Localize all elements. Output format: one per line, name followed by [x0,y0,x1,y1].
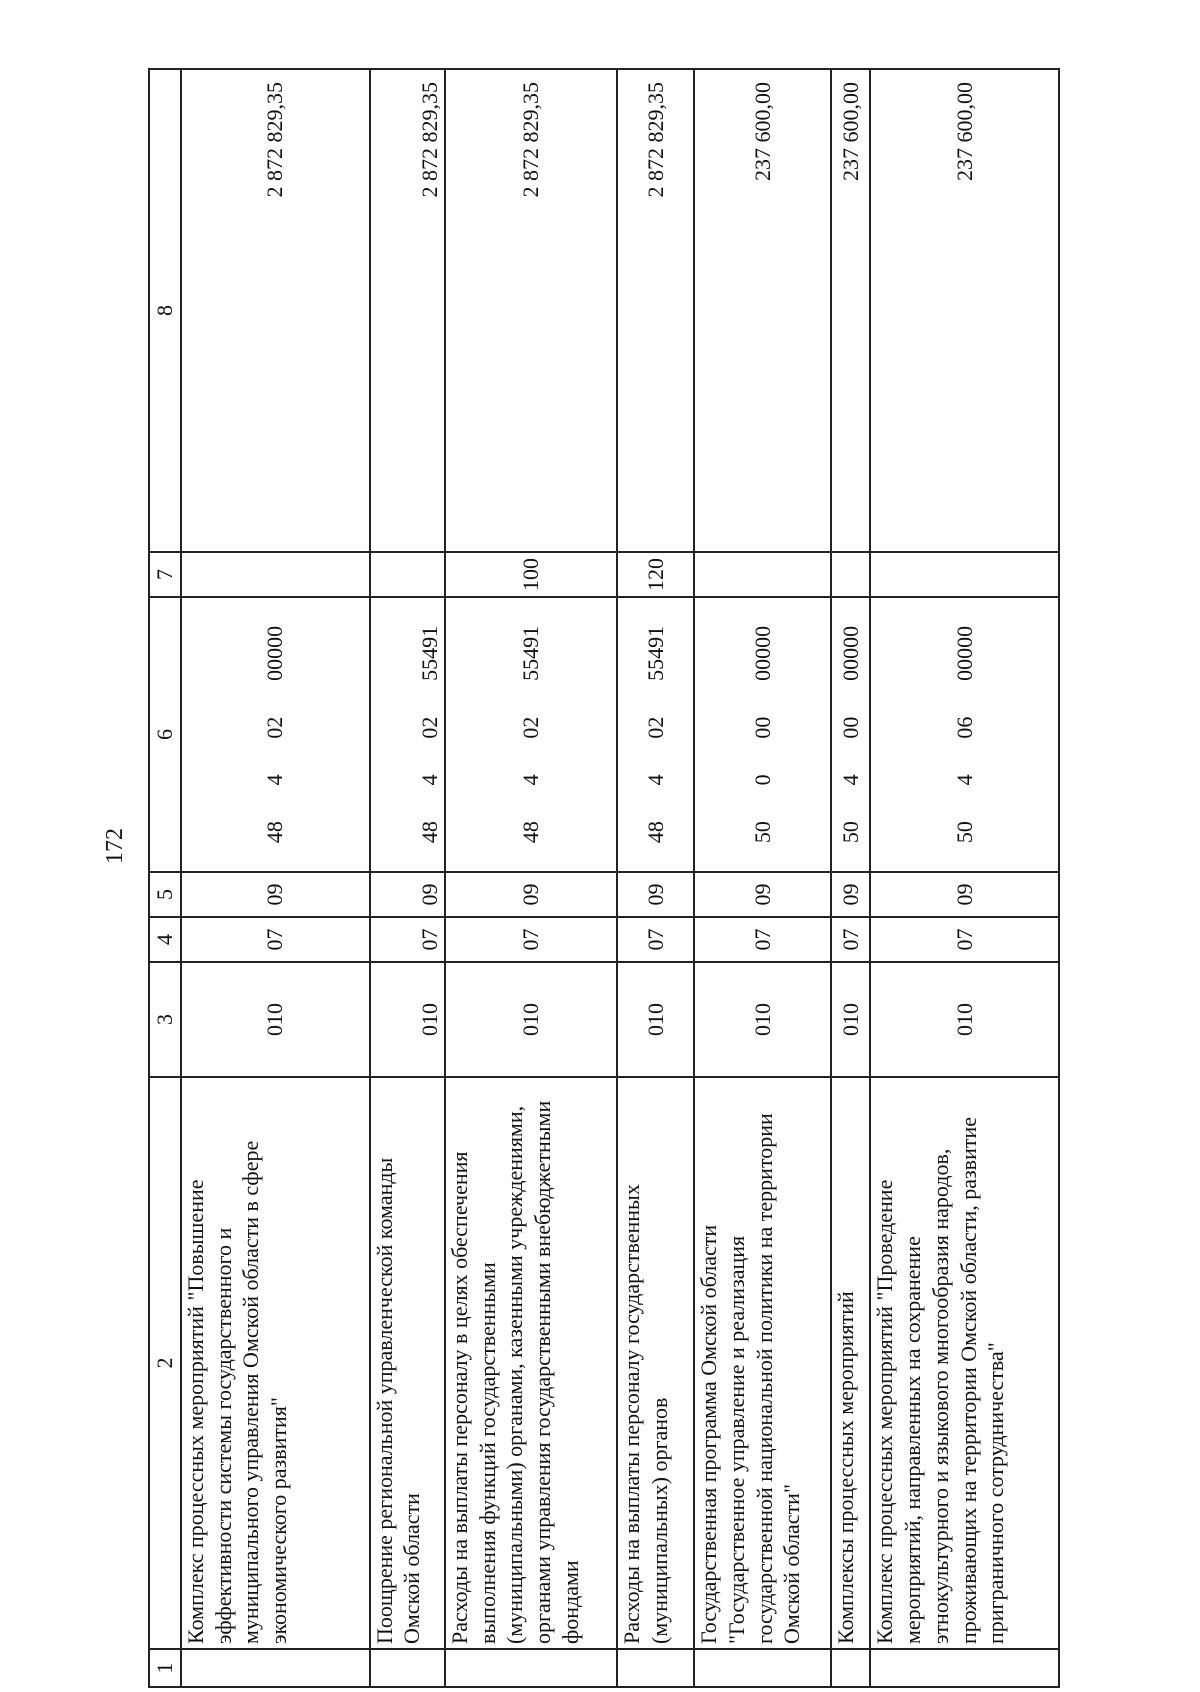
table-row [694,69,831,1687]
cell-name: Комплекс процессных мероприятий "Повышение эффективности системы государственного и муниципального управления Омской области в сфере экономического развития" [181,1077,370,1649]
table-row [181,69,370,1687]
cell-amount: 2 872 829,35 [181,69,370,552]
cell-admin-code: 010 [694,962,831,1077]
cell-expense-type [181,552,370,597]
cell-empty [181,1649,370,1687]
cell-target-code: 48 4 02 00000 [181,597,370,872]
cell-section: 07 [870,917,1059,962]
cell-admin-code: 010 [181,962,370,1077]
cell-target-code: 50 4 00 00000 [831,597,870,872]
cell-name: Поощрение региональной управленческой команды Омской области [370,1077,445,1649]
cell-amount: 237 600,00 [831,69,870,552]
column-header: 5 [149,872,181,917]
cell-target-code: 48 4 02 55491 [370,597,445,872]
cell-expense-type [831,552,870,597]
cell-subsection: 09 [870,872,1059,917]
cell-subsection: 09 [617,872,694,917]
cell-section: 07 [181,917,370,962]
cell-expense-type [370,552,445,597]
cell-expense-type: 100 [445,552,617,597]
column-header: 8 [149,69,181,552]
table-row [870,69,1059,1687]
table-row [831,69,870,1687]
cell-empty [831,1649,870,1687]
cell-name: Комплекс процессных мероприятий "Проведение мероприятий, направленных на сохранение этнокультурного и языкового многообразия народов, проживающих на территории Омской области, развитие приграничного сотрудничества" [870,1077,1059,1649]
cell-subsection: 09 [370,872,445,917]
table-row [617,69,694,1687]
cell-amount: 237 600,00 [694,69,831,552]
cell-subsection: 09 [445,872,617,917]
column-header: 3 [149,962,181,1077]
cell-expense-type: 120 [617,552,694,597]
cell-admin-code: 010 [617,962,694,1077]
cell-target-code: 48 4 02 55491 [445,597,617,872]
cell-subsection: 09 [831,872,870,917]
column-number-row [149,69,181,1687]
column-header: 7 [149,552,181,597]
cell-section: 07 [831,917,870,962]
cell-empty [445,1649,617,1687]
table-row [370,69,445,1687]
cell-section: 07 [694,917,831,962]
cell-section: 07 [370,917,445,962]
column-header: 4 [149,917,181,962]
cell-subsection: 09 [694,872,831,917]
cell-amount: 2 872 829,35 [445,69,617,552]
column-header: 2 [149,1077,181,1649]
column-header: 6 [149,597,181,872]
cell-section: 07 [617,917,694,962]
cell-admin-code: 010 [870,962,1059,1077]
column-header: 1 [149,1649,181,1687]
cell-amount: 237 600,00 [870,69,1059,552]
cell-section: 07 [445,917,617,962]
table-row [445,69,617,1687]
cell-empty [370,1649,445,1687]
cell-expense-type [694,552,831,597]
cell-amount: 2 872 829,35 [370,69,445,552]
cell-name: Комплексы процессных мероприятий [831,1077,870,1649]
cell-empty [870,1649,1059,1687]
cell-empty [694,1649,831,1687]
budget-table [148,68,1060,1688]
page-number: 172 [102,828,128,864]
cell-amount: 2 872 829,35 [617,69,694,552]
cell-expense-type [870,552,1059,597]
cell-name: Государственная программа Омской области "Государственное управление и реализация государственной национальной политики на территории Омской области" [694,1077,831,1649]
cell-admin-code: 010 [831,962,870,1077]
budget-table-rotated [148,70,1060,1688]
cell-name: Расходы на выплаты персоналу в целях обеспечения выполнения функций государственными (муниципальными) органами, казенными учреждениями, органами управления государственными внебюджетными фондами [445,1077,617,1649]
cell-admin-code: 010 [370,962,445,1077]
cell-admin-code: 010 [445,962,617,1077]
cell-empty [617,1649,694,1687]
cell-target-code: 48 4 02 55491 [617,597,694,872]
cell-name: Расходы на выплаты персоналу государственных (муниципальных) органов [617,1077,694,1649]
cell-target-code: 50 0 00 00000 [694,597,831,872]
cell-subsection: 09 [181,872,370,917]
cell-target-code: 50 4 06 00000 [870,597,1059,872]
